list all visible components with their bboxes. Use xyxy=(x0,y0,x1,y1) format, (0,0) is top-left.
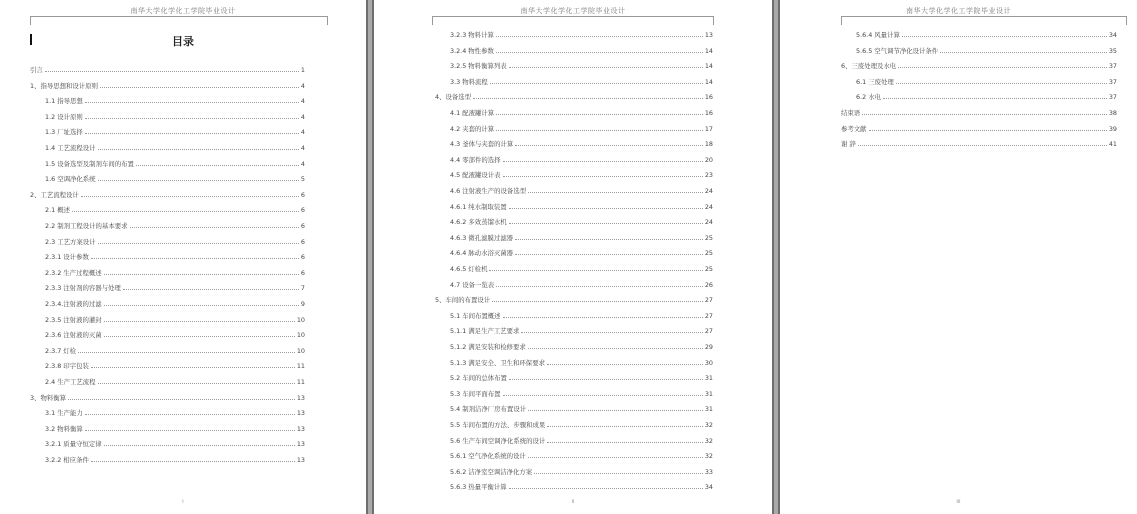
toc-entry-title: 4.6 注射液生产的设备选型 xyxy=(450,187,527,195)
toc-entry[interactable] xyxy=(45,236,305,246)
toc-dot-leader xyxy=(81,196,299,197)
toc-entry[interactable] xyxy=(450,185,713,195)
toc-entry[interactable] xyxy=(450,279,713,289)
toc-dot-leader xyxy=(496,52,703,53)
toc-entry-page: 4 xyxy=(300,81,305,90)
page-header: 南华大学化学化工学院毕业设计 xyxy=(906,7,1011,15)
toc-entry-page: 6 xyxy=(300,190,305,199)
toc-entry-title: 3、物料衡算 xyxy=(30,393,67,402)
toc-entry-title: 3.2.5 物料衡算列表 xyxy=(450,62,507,71)
toc-dot-leader xyxy=(496,130,703,131)
toc-entry-page: 14 xyxy=(704,77,713,86)
toc-entry-title: 4.1 配液罐计算 xyxy=(450,109,495,117)
toc-dot-leader xyxy=(509,488,703,489)
toc-entry-page: 27 xyxy=(704,327,713,336)
toc-entry-title: 5.6.3 热量平衡计算 xyxy=(450,483,507,492)
toc-dot-leader xyxy=(862,114,1107,115)
toc-dot-leader xyxy=(98,149,299,150)
toc-entry-title: 5.6.4 风量计算 xyxy=(856,31,900,39)
toc-entry[interactable] xyxy=(450,310,713,320)
toc-dot-leader xyxy=(515,239,703,240)
toc-entry-title: 3.1 生产能力 xyxy=(45,409,83,418)
toc-entry[interactable] xyxy=(45,95,305,105)
toc-entry-title: 4.4 零部件的选择 xyxy=(450,155,501,164)
header-rule xyxy=(30,16,328,17)
toc-entry-page: 32 xyxy=(704,421,713,429)
toc-dot-leader xyxy=(91,258,299,259)
toc-entry[interactable] xyxy=(45,204,305,214)
toc-entry-title: 参考文献 xyxy=(841,124,867,133)
toc-entry-title: 2.3 工艺方案设计 xyxy=(45,237,96,246)
toc-dot-leader xyxy=(104,445,295,446)
toc-entry[interactable] xyxy=(45,251,305,261)
toc-entry[interactable] xyxy=(856,45,1117,55)
toc-entry-page: 14 xyxy=(704,62,713,71)
toc-entry-title: 2.3.6 注射液的灭菌 xyxy=(45,331,102,340)
toc-entry[interactable] xyxy=(435,91,713,101)
toc-entry-title: 2.4 生产工艺流程 xyxy=(45,378,96,386)
toc-dot-leader xyxy=(490,83,703,84)
toc-entry[interactable] xyxy=(450,357,713,367)
toc-entry-page: 24 xyxy=(704,187,713,195)
toc-dot-leader xyxy=(515,145,703,146)
toc-entry[interactable] xyxy=(45,126,305,136)
toc-entry[interactable] xyxy=(45,298,305,308)
toc-entry[interactable] xyxy=(450,216,713,226)
toc-dot-leader xyxy=(473,98,703,99)
toc-entry-page: 25 xyxy=(704,249,713,258)
toc-entry-page: 13 xyxy=(296,440,305,449)
toc-entry-page: 34 xyxy=(704,483,713,492)
toc-entry-page: 13 xyxy=(296,456,305,464)
toc-entry[interactable] xyxy=(450,341,713,351)
toc-entry[interactable] xyxy=(450,169,713,179)
document-page-3 xyxy=(780,0,1137,514)
toc-dot-leader xyxy=(489,270,702,271)
toc-entry[interactable] xyxy=(856,29,1117,39)
toc-entry[interactable] xyxy=(450,154,713,164)
crop-mark-left xyxy=(432,16,433,25)
toc-dot-leader xyxy=(68,399,295,400)
toc-dot-leader xyxy=(123,289,299,290)
toc-entry[interactable] xyxy=(450,247,713,257)
toc-entry-page: 41 xyxy=(1108,140,1117,149)
toc-entry[interactable] xyxy=(450,232,713,242)
toc-dot-leader xyxy=(940,52,1107,53)
toc-dot-leader xyxy=(98,243,299,244)
toc-entry[interactable] xyxy=(450,419,713,429)
crop-mark-right xyxy=(1126,16,1127,25)
toc-entry-title: 3.2.1 质量守恒定律 xyxy=(45,440,102,449)
toc-dot-leader xyxy=(898,67,1107,68)
toc-entry-page: 11 xyxy=(296,362,305,371)
toc-entry-title: 5、车间的布置设计 xyxy=(435,296,491,305)
toc-entry-page: 6 xyxy=(300,222,305,230)
toc-entry-page: 33 xyxy=(704,467,713,476)
toc-entry-page: 6 xyxy=(300,253,305,262)
toc-entry[interactable] xyxy=(45,376,305,386)
toc-entry[interactable] xyxy=(841,123,1117,133)
toc-entry[interactable] xyxy=(30,189,305,199)
toc-entry-page: 17 xyxy=(704,124,713,133)
toc-entry-title: 4.2 夹套的计算 xyxy=(450,124,495,133)
toc-entry[interactable] xyxy=(45,142,305,152)
crop-mark-right xyxy=(327,16,328,25)
toc-entry[interactable] xyxy=(45,282,305,292)
toc-entry-page: 31 xyxy=(704,374,713,383)
toc-entry-page: 31 xyxy=(704,389,713,398)
toc-entry[interactable] xyxy=(841,138,1117,148)
toc-dot-leader xyxy=(72,211,299,212)
toc-entry[interactable] xyxy=(450,466,713,476)
toc-entry-title: 5.6.5 空气调节净化设计条件 xyxy=(856,46,939,55)
toc-entry-page: 23 xyxy=(704,171,713,180)
toc-dot-leader xyxy=(100,87,299,88)
toc-dot-leader xyxy=(98,180,299,181)
toc-dot-leader xyxy=(534,473,703,474)
toc-entry[interactable] xyxy=(45,158,305,168)
toc-entry-page: 6 xyxy=(300,268,305,277)
toc-entry-title: 4.6.2 多效蒸馏水机 xyxy=(450,218,507,227)
toc-dot-leader xyxy=(85,430,295,431)
toc-entry-title: 3.2.4 物性参数 xyxy=(450,46,494,55)
toc-entry-page: 39 xyxy=(1108,124,1117,133)
header-rule xyxy=(432,16,714,17)
toc-entry-page: 6 xyxy=(300,237,305,246)
toc-dot-leader xyxy=(858,145,1107,146)
toc-dot-leader xyxy=(509,223,703,224)
toc-dot-leader xyxy=(496,36,703,37)
toc-entry-page: 31 xyxy=(704,405,713,414)
toc-entry[interactable] xyxy=(841,60,1117,70)
toc-entry[interactable] xyxy=(45,407,305,417)
crop-mark-left xyxy=(30,16,31,25)
toc-entry-page: 32 xyxy=(704,436,713,445)
toc-entry-page: 4 xyxy=(300,112,305,121)
toc-entry-title: 4.3 釜体与夹套的计算 xyxy=(450,140,514,149)
toc-entry-page: 10 xyxy=(296,331,305,340)
toc-dot-leader xyxy=(528,192,703,193)
toc-entry-page: 16 xyxy=(704,109,713,117)
toc-dot-leader xyxy=(547,426,703,427)
toc-dot-leader xyxy=(492,301,703,302)
toc-dot-leader xyxy=(130,227,299,228)
toc-entry-title: 4、设备选型 xyxy=(435,93,472,102)
toc-entry-title: 4.7 设备一览表 xyxy=(450,280,495,289)
toc-entry-page: 9 xyxy=(300,300,305,308)
toc-entry[interactable] xyxy=(450,107,713,117)
toc-dot-leader xyxy=(509,208,703,209)
toc-dot-leader xyxy=(528,410,703,411)
toc-entry-title: 4.6.3 微孔滤膜过滤器 xyxy=(450,233,514,242)
toc-dot-leader xyxy=(528,457,703,458)
toc-entry[interactable] xyxy=(45,454,305,464)
toc-entry-page: 25 xyxy=(704,233,713,242)
toc-entry-page: 29 xyxy=(704,343,713,351)
toc-entry-page: 4 xyxy=(300,159,305,168)
toc-entry-page: 37 xyxy=(1108,62,1117,71)
toc-entry-title: 1.1 指导思想 xyxy=(45,97,83,106)
toc-entry-title: 2.3.7 灯检 xyxy=(45,346,77,355)
toc-entry-title: 5.5 车间布置的方法、步骤和成果 xyxy=(450,421,546,429)
toc-entry-title: 6.2 水电 xyxy=(856,93,881,102)
toc-entry-page: 38 xyxy=(1108,109,1117,117)
toc-entry-title: 2.3.4.注射液的过滤 xyxy=(45,300,102,308)
toc-dot-leader xyxy=(515,254,703,255)
toc-entry[interactable] xyxy=(450,123,713,133)
toc-entry-title: 1.6 空调净化系统 xyxy=(45,175,96,184)
toc-entry-title: 4.6.5 灯检机 xyxy=(450,265,488,273)
toc-entry-title: 5.4 制剂洁净厂房布置设计 xyxy=(450,405,527,414)
toc-entry-title: 1.4 工艺流程设计 xyxy=(45,144,96,152)
toc-entry-page: 13 xyxy=(296,393,305,402)
toc-entry-title: 3.2.3 物料计算 xyxy=(450,31,494,39)
toc-entry-page: 34 xyxy=(1108,31,1117,39)
toc-entry[interactable] xyxy=(45,345,305,355)
toc-entry-page: 6 xyxy=(300,206,305,215)
toc-dot-leader xyxy=(85,102,299,103)
toc-entry-title: 5.6.1 空气净化系统的设计 xyxy=(450,452,526,461)
toc-entry-page: 27 xyxy=(704,311,713,320)
toc-entry-title: 5.3 车间平面布置 xyxy=(450,389,501,398)
page-gutter-2 xyxy=(772,0,780,514)
toc-entry-page: 24 xyxy=(704,218,713,227)
toc-entry-page: 25 xyxy=(704,265,713,273)
toc-title: 目录 xyxy=(172,35,194,48)
toc-dot-leader xyxy=(85,414,295,415)
page-header: 南华大学化学化工学院毕业设计 xyxy=(130,7,236,15)
toc-entry-title: 2.1 概述 xyxy=(45,206,70,215)
page-number: ii xyxy=(571,499,575,505)
toc-entry-title: 5.1 车间布置概述 xyxy=(450,311,501,320)
page-header: 南华大学化学化工学院毕业设计 xyxy=(520,7,626,15)
toc-entry-title: 6、三废处理及水电 xyxy=(841,62,897,71)
page-number: i xyxy=(182,499,184,505)
toc-dot-leader xyxy=(883,98,1107,99)
document-page-2 xyxy=(374,0,772,514)
toc-entry-page: 27 xyxy=(704,296,713,305)
toc-dot-leader xyxy=(503,176,703,177)
toc-entry[interactable] xyxy=(450,263,713,273)
toc-dot-leader xyxy=(104,336,295,337)
toc-dot-leader xyxy=(896,83,1107,84)
toc-entry-page: 26 xyxy=(704,280,713,289)
toc-dot-leader xyxy=(45,71,299,72)
toc-entry-title: 3.2 物料衡算 xyxy=(45,424,83,433)
toc-entry-page: 11 xyxy=(296,378,305,386)
toc-dot-leader xyxy=(104,274,299,275)
toc-dot-leader xyxy=(78,352,295,353)
toc-entry-title: 2.3.5 注射液的灌封 xyxy=(45,315,102,324)
toc-dot-leader xyxy=(136,165,299,166)
toc-entry-page: 1 xyxy=(300,66,305,74)
crop-mark-left xyxy=(841,16,842,25)
toc-dot-leader xyxy=(509,379,703,380)
toc-entry-title: 2.2 制剂工程设计的基本要求 xyxy=(45,222,128,230)
toc-entry-title: 2.3.1 设计参数 xyxy=(45,253,89,262)
toc-entry[interactable] xyxy=(450,388,713,398)
toc-entry[interactable] xyxy=(450,450,713,460)
toc-entry-page: 37 xyxy=(1108,77,1117,86)
toc-entry[interactable] xyxy=(450,138,713,148)
toc-entry-page: 30 xyxy=(704,358,713,367)
toc-entry[interactable] xyxy=(450,435,713,445)
toc-entry[interactable] xyxy=(435,294,713,304)
toc-entry-page: 35 xyxy=(1108,46,1117,55)
toc-entry-page: 7 xyxy=(300,284,305,293)
toc-dot-leader xyxy=(91,367,295,368)
toc-entry[interactable] xyxy=(856,91,1117,101)
toc-dot-leader xyxy=(496,114,703,115)
toc-entry[interactable] xyxy=(30,64,305,74)
toc-entry-page: 14 xyxy=(704,46,713,55)
toc-dot-leader xyxy=(85,118,299,119)
toc-entry-page: 10 xyxy=(296,315,305,324)
toc-entry-title: 2.3.8 印字包装 xyxy=(45,362,89,371)
toc-entry[interactable] xyxy=(30,80,305,90)
toc-entry-title: 5.1.2 满足安装和检修要求 xyxy=(450,343,526,351)
toc-dot-leader xyxy=(85,133,299,134)
toc-entry-title: 5.2 车间的总体布置 xyxy=(450,374,507,383)
toc-entry[interactable] xyxy=(45,267,305,277)
toc-entry[interactable] xyxy=(450,29,713,39)
toc-entry-title: 5.1.1 满足生产工艺要求 xyxy=(450,327,520,336)
page-number: iii xyxy=(956,499,961,505)
toc-entry-page: 13 xyxy=(296,424,305,433)
toc-entry[interactable] xyxy=(45,329,305,339)
toc-entry-title: 5.1.3 满足安全、卫生和环保要求 xyxy=(450,358,545,367)
toc-entry-title: 4.6.4 脉动水浴灭菌器 xyxy=(450,249,514,258)
toc-entry-title: 5.6.2 洁净室空调洁净化方案 xyxy=(450,467,533,476)
toc-entry-title: 结束语 xyxy=(841,109,861,117)
toc-entry[interactable] xyxy=(450,403,713,413)
toc-entry-title: 1.2 设计原则 xyxy=(45,112,83,121)
toc-entry-page: 4 xyxy=(300,97,305,106)
toc-dot-leader xyxy=(503,317,703,318)
toc-entry-title: 5.6 生产车间空调净化系统的设计 xyxy=(450,436,546,445)
page-gutter-1 xyxy=(366,0,374,514)
toc-dot-leader xyxy=(547,442,703,443)
toc-dot-leader xyxy=(91,461,295,462)
toc-entry-page: 24 xyxy=(704,202,713,211)
toc-entry-title: 2、工艺流程设计 xyxy=(30,190,79,199)
toc-dot-leader xyxy=(869,130,1107,131)
toc-entry-title: 6.1 三废处理 xyxy=(856,77,894,86)
toc-dot-leader xyxy=(902,36,1107,37)
toc-entry[interactable] xyxy=(450,60,713,70)
toc-entry-title: 谢 辞 xyxy=(841,140,856,149)
toc-entry-title: 1.3 厂址选择 xyxy=(45,128,83,137)
toc-entry[interactable] xyxy=(450,372,713,382)
toc-entry-page: 5 xyxy=(300,175,305,184)
toc-entry-page: 37 xyxy=(1108,93,1117,102)
toc-entry-page: 18 xyxy=(704,140,713,149)
toc-entry[interactable] xyxy=(45,423,305,433)
toc-entry-title: 1、指导思想和设计原则 xyxy=(30,81,98,90)
toc-entry[interactable] xyxy=(45,438,305,448)
toc-entry-title: 2.3.3 注射剂的容器与处理 xyxy=(45,284,121,293)
toc-dot-leader xyxy=(521,332,702,333)
toc-dot-leader xyxy=(509,67,703,68)
toc-entry-title: 3.2.2 相应条件 xyxy=(45,456,89,464)
toc-entry-page: 10 xyxy=(296,346,305,355)
toc-entry-title: 1.5 设备选型及制剂车间的布置 xyxy=(45,159,134,168)
toc-entry[interactable] xyxy=(450,201,713,211)
toc-dot-leader xyxy=(528,348,703,349)
toc-entry-page: 13 xyxy=(704,31,713,39)
toc-dot-leader xyxy=(104,321,295,322)
toc-entry[interactable] xyxy=(450,45,713,55)
toc-entry[interactable] xyxy=(450,76,713,86)
toc-entry-page: 4 xyxy=(300,128,305,137)
toc-entry-title: 3.3 物料流程 xyxy=(450,77,488,86)
toc-entry-page: 16 xyxy=(704,93,713,102)
toc-entry-page: 20 xyxy=(704,155,713,164)
toc-entry[interactable] xyxy=(841,107,1117,117)
toc-entry[interactable] xyxy=(856,76,1117,86)
toc-entry-page: 32 xyxy=(704,452,713,461)
toc-entry[interactable] xyxy=(45,111,305,121)
toc-entry-title: 4.6.1 纯水制取装置 xyxy=(450,202,507,211)
toc-dot-leader xyxy=(503,395,703,396)
toc-entry-title: 引言 xyxy=(30,66,43,74)
toc-entry-page: 4 xyxy=(300,144,305,152)
toc-entry-page: 13 xyxy=(296,409,305,418)
toc-dot-leader xyxy=(547,364,703,365)
toc-dot-leader xyxy=(503,161,703,162)
toc-dot-leader xyxy=(98,383,295,384)
toc-entry-title: 2.3.2 生产过程概述 xyxy=(45,268,102,277)
toc-entry[interactable] xyxy=(30,392,305,402)
document-page-1 xyxy=(0,0,366,514)
toc-dot-leader xyxy=(496,286,703,287)
toc-entry[interactable] xyxy=(450,325,713,335)
toc-entry[interactable] xyxy=(45,314,305,324)
toc-entry[interactable] xyxy=(450,481,713,491)
header-rule xyxy=(841,16,1127,17)
toc-entry-title: 4.5 配液罐设计表 xyxy=(450,171,501,180)
toc-dot-leader xyxy=(104,305,299,306)
toc-entry[interactable] xyxy=(45,173,305,183)
toc-entry[interactable] xyxy=(45,220,305,230)
crop-mark-right xyxy=(713,16,714,25)
toc-entry[interactable] xyxy=(45,360,305,370)
